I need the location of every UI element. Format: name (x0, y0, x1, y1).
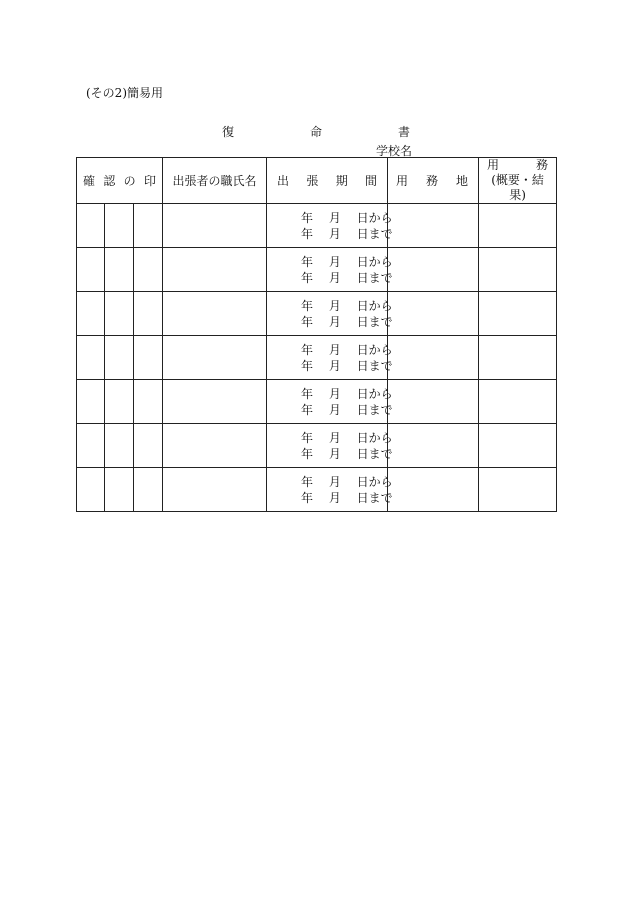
destination-cell[interactable] (388, 204, 479, 248)
period-to-line: 年 月 日まで (301, 314, 393, 329)
seal-cell-1[interactable] (77, 424, 105, 468)
seal-cell-2[interactable] (105, 424, 134, 468)
place-char: 地 (456, 174, 469, 188)
period-to-line: 年 月 日まで (301, 490, 393, 505)
seal-cell-3[interactable] (134, 292, 163, 336)
seal-cell-2[interactable] (105, 380, 134, 424)
period-from-line: 年 月 日から (301, 298, 393, 313)
name-cell[interactable] (163, 380, 267, 424)
period-from-line: 年 月 日から (301, 474, 393, 489)
seal-cell-3[interactable] (134, 336, 163, 380)
period-from-line: 年 月 日から (301, 386, 393, 401)
period-cell[interactable] (267, 292, 393, 336)
seal-cell-1[interactable] (77, 380, 105, 424)
task-cell[interactable] (479, 248, 557, 292)
period-to-line: 年 月 日まで (301, 446, 393, 461)
task-cell[interactable] (479, 380, 557, 424)
task-char: 用 (487, 158, 500, 172)
period-from-line: 年 月 日から (301, 342, 393, 357)
task-summary-label: (概要・結果) (491, 173, 544, 202)
period-to-line: 年 月 日まで (301, 226, 393, 241)
name-cell[interactable] (163, 292, 267, 336)
report-table (76, 157, 557, 512)
period-cell[interactable] (267, 336, 393, 380)
table-row (77, 424, 557, 468)
period-char: 出 (277, 174, 290, 188)
header-destination (388, 158, 479, 204)
table-row (77, 292, 557, 336)
task-cell[interactable] (479, 468, 557, 512)
period-char: 間 (365, 174, 378, 188)
period-cell[interactable] (267, 424, 393, 468)
header-trip-period (267, 158, 388, 204)
period-char: 張 (306, 174, 319, 188)
destination-cell[interactable] (388, 424, 479, 468)
period-cell[interactable] (267, 468, 393, 512)
period-to-line: 年 月 日まで (301, 358, 393, 373)
seal-cell-2[interactable] (105, 204, 134, 248)
task-cell[interactable] (479, 204, 557, 248)
name-cell[interactable] (163, 424, 267, 468)
name-cell[interactable] (163, 336, 267, 380)
period-cell[interactable] (267, 204, 393, 248)
task-cell[interactable] (479, 292, 557, 336)
seal-cell-2[interactable] (105, 468, 134, 512)
task-cell[interactable] (479, 336, 557, 380)
seal-cell-3[interactable] (134, 204, 163, 248)
place-char: 務 (426, 174, 439, 188)
destination-cell[interactable] (388, 248, 479, 292)
task-char: 務 (536, 158, 549, 172)
school-name-label: 学校名 (376, 144, 413, 158)
period-from-line: 年 月 日から (301, 430, 393, 445)
header-confirm-seal (77, 158, 163, 204)
seal-cell-2[interactable] (105, 248, 134, 292)
destination-cell[interactable] (388, 292, 479, 336)
seal-char: 認 (103, 174, 116, 188)
period-cell[interactable] (267, 380, 393, 424)
title-char-3: 書 (398, 125, 411, 139)
destination-cell[interactable] (388, 380, 479, 424)
destination-cell[interactable] (388, 336, 479, 380)
period-from-line: 年 月 日から (301, 210, 393, 225)
table-row (77, 248, 557, 292)
name-cell[interactable] (163, 204, 267, 248)
header-task (479, 158, 557, 204)
period-to-line: 年 月 日まで (301, 402, 393, 417)
name-cell[interactable] (163, 468, 267, 512)
seal-cell-1[interactable] (77, 336, 105, 380)
title-char-2: 命 (310, 125, 323, 139)
period-cell[interactable] (267, 248, 393, 292)
seal-cell-2[interactable] (105, 292, 134, 336)
header-row (77, 158, 557, 204)
seal-cell-1[interactable] (77, 248, 105, 292)
table-row (77, 468, 557, 512)
title-char-1: 復 (222, 125, 235, 139)
seal-cell-3[interactable] (134, 380, 163, 424)
seal-cell-1[interactable] (77, 468, 105, 512)
seal-char: 確 (83, 174, 96, 188)
seal-char: の (123, 174, 136, 188)
seal-char: 印 (143, 174, 156, 188)
seal-cell-3[interactable] (134, 248, 163, 292)
seal-cell-3[interactable] (134, 424, 163, 468)
period-from-line: 年 月 日から (301, 254, 393, 269)
period-char: 期 (335, 174, 348, 188)
seal-cell-1[interactable] (77, 292, 105, 336)
header-traveler-name: 出張者の職氏名 (163, 158, 267, 204)
name-cell[interactable] (163, 248, 267, 292)
table-row (77, 380, 557, 424)
seal-cell-2[interactable] (105, 336, 134, 380)
place-char: 用 (396, 174, 409, 188)
task-cell[interactable] (479, 424, 557, 468)
period-to-line: 年 月 日まで (301, 270, 393, 285)
seal-cell-3[interactable] (134, 468, 163, 512)
table-row (77, 336, 557, 380)
form-subtitle: (その2)簡易用 (86, 86, 163, 100)
destination-cell[interactable] (388, 468, 479, 512)
table-row (77, 204, 557, 248)
seal-cell-1[interactable] (77, 204, 105, 248)
